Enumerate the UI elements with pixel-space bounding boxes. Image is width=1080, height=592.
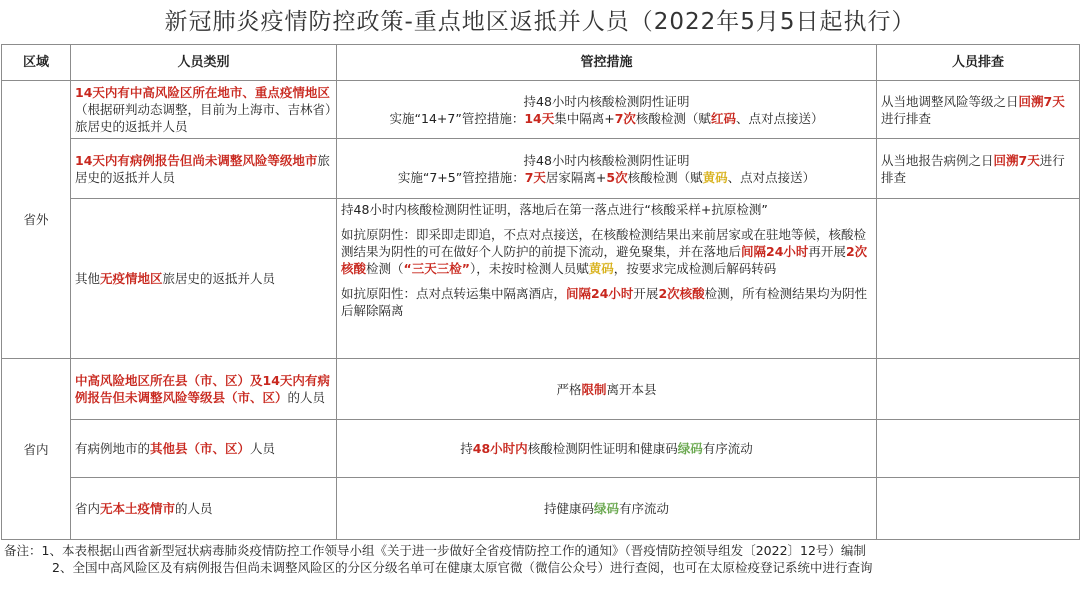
table-row	[2, 420, 1080, 478]
screening-cell	[877, 359, 1080, 420]
region-inside: 省内	[2, 359, 71, 540]
region-outside: 省外	[2, 81, 71, 359]
measures-cell: 持48小时内核酸检测阴性证明，落地后在第一落点进行“核酸采样+抗原检测” 如抗原阴性：即采即走即追，不点对点接送，在核酸检测结果出来前居家或在驻地等候，核酸检测结果为阴性的可在做好个人防护的前提下流动，避免聚集，并在落地后间隔24小时再开展2次核酸检测（“三天三检”），未按时检测人员赋黄码，按要求完成检测后解码转码 如抗原阳性：点对点转运集中隔离酒店，间隔24小时开展2次核酸检测，所有检测结果均为阴性后解除隔离	[337, 199, 877, 359]
measures-cell: 持48小时内核酸检测阴性证明和健康码绿码有序流动	[337, 420, 877, 478]
category-cell: 14天内有中高风险区所在地市、重点疫情地区（根据研判动态调整，目前为上海市、吉林省）旅居史的返抵并人员	[71, 81, 337, 139]
category-cell: 省内无本土疫情市的人员	[71, 478, 337, 540]
table-header-row	[2, 45, 1080, 81]
footnote-2: 2、全国中高风险区及有病例报告但尚未调整风险区的分区分级名单可在健康太原官微（微信公众号）进行查阅，也可在太原检疫登记系统中进行查询	[52, 560, 873, 575]
header-screening: 人员排查	[877, 45, 1080, 81]
table-row	[2, 359, 1080, 420]
screening-cell: 从当地报告病例之日回溯7天进行排查	[877, 139, 1080, 199]
page-title: 新冠肺炎疫情防控政策-重点地区返抵并人员（2022年5月5日起执行）	[164, 9, 916, 35]
screening-cell	[877, 199, 1080, 359]
screening-cell: 从当地调整风险等级之日回溯7天进行排查	[877, 81, 1080, 139]
measures-cell: 严格限制离开本县	[337, 359, 877, 420]
footnotes	[0, 540, 1080, 576]
table-row	[2, 81, 1080, 139]
header-region: 区域	[2, 45, 71, 81]
measures-cell: 持48小时内核酸检测阴性证明 实施“14+7”管控措施：14天集中隔离+7次核酸检测（赋红码、点对点接送）	[337, 81, 877, 139]
measures-cell: 持健康码绿码有序流动	[337, 478, 877, 540]
measures-cell: 持48小时内核酸检测阴性证明 实施“7+5”管控措施：7天居家隔离+5次核酸检测（赋黄码、点对点接送）	[337, 139, 877, 199]
category-cell: 其他无疫情地区旅居史的返抵并人员	[71, 199, 337, 359]
category-cell: 14天内有病例报告但尚未调整风险等级地市旅居史的返抵并人员	[71, 139, 337, 199]
screening-cell	[877, 478, 1080, 540]
footnote-1: 备注：1、本表根据山西省新型冠状病毒肺炎疫情防控工作领导小组《关于进一步做好全省疫情防控工作的通知》（晋疫情防控领导组发〔2022〕12号）编制	[4, 543, 866, 558]
header-category: 人员类别	[71, 45, 337, 81]
table-row	[2, 139, 1080, 199]
screening-cell	[877, 420, 1080, 478]
table-row	[2, 199, 1080, 359]
category-cell: 有病例地市的其他县（市、区）人员	[71, 420, 337, 478]
policy-table	[1, 44, 1080, 540]
category-cell: 中高风险地区所在县（市、区）及14天内有病例报告但未调整风险等级县（市、区）的人员	[71, 359, 337, 420]
header-measures: 管控措施	[337, 45, 877, 81]
table-row	[2, 478, 1080, 540]
